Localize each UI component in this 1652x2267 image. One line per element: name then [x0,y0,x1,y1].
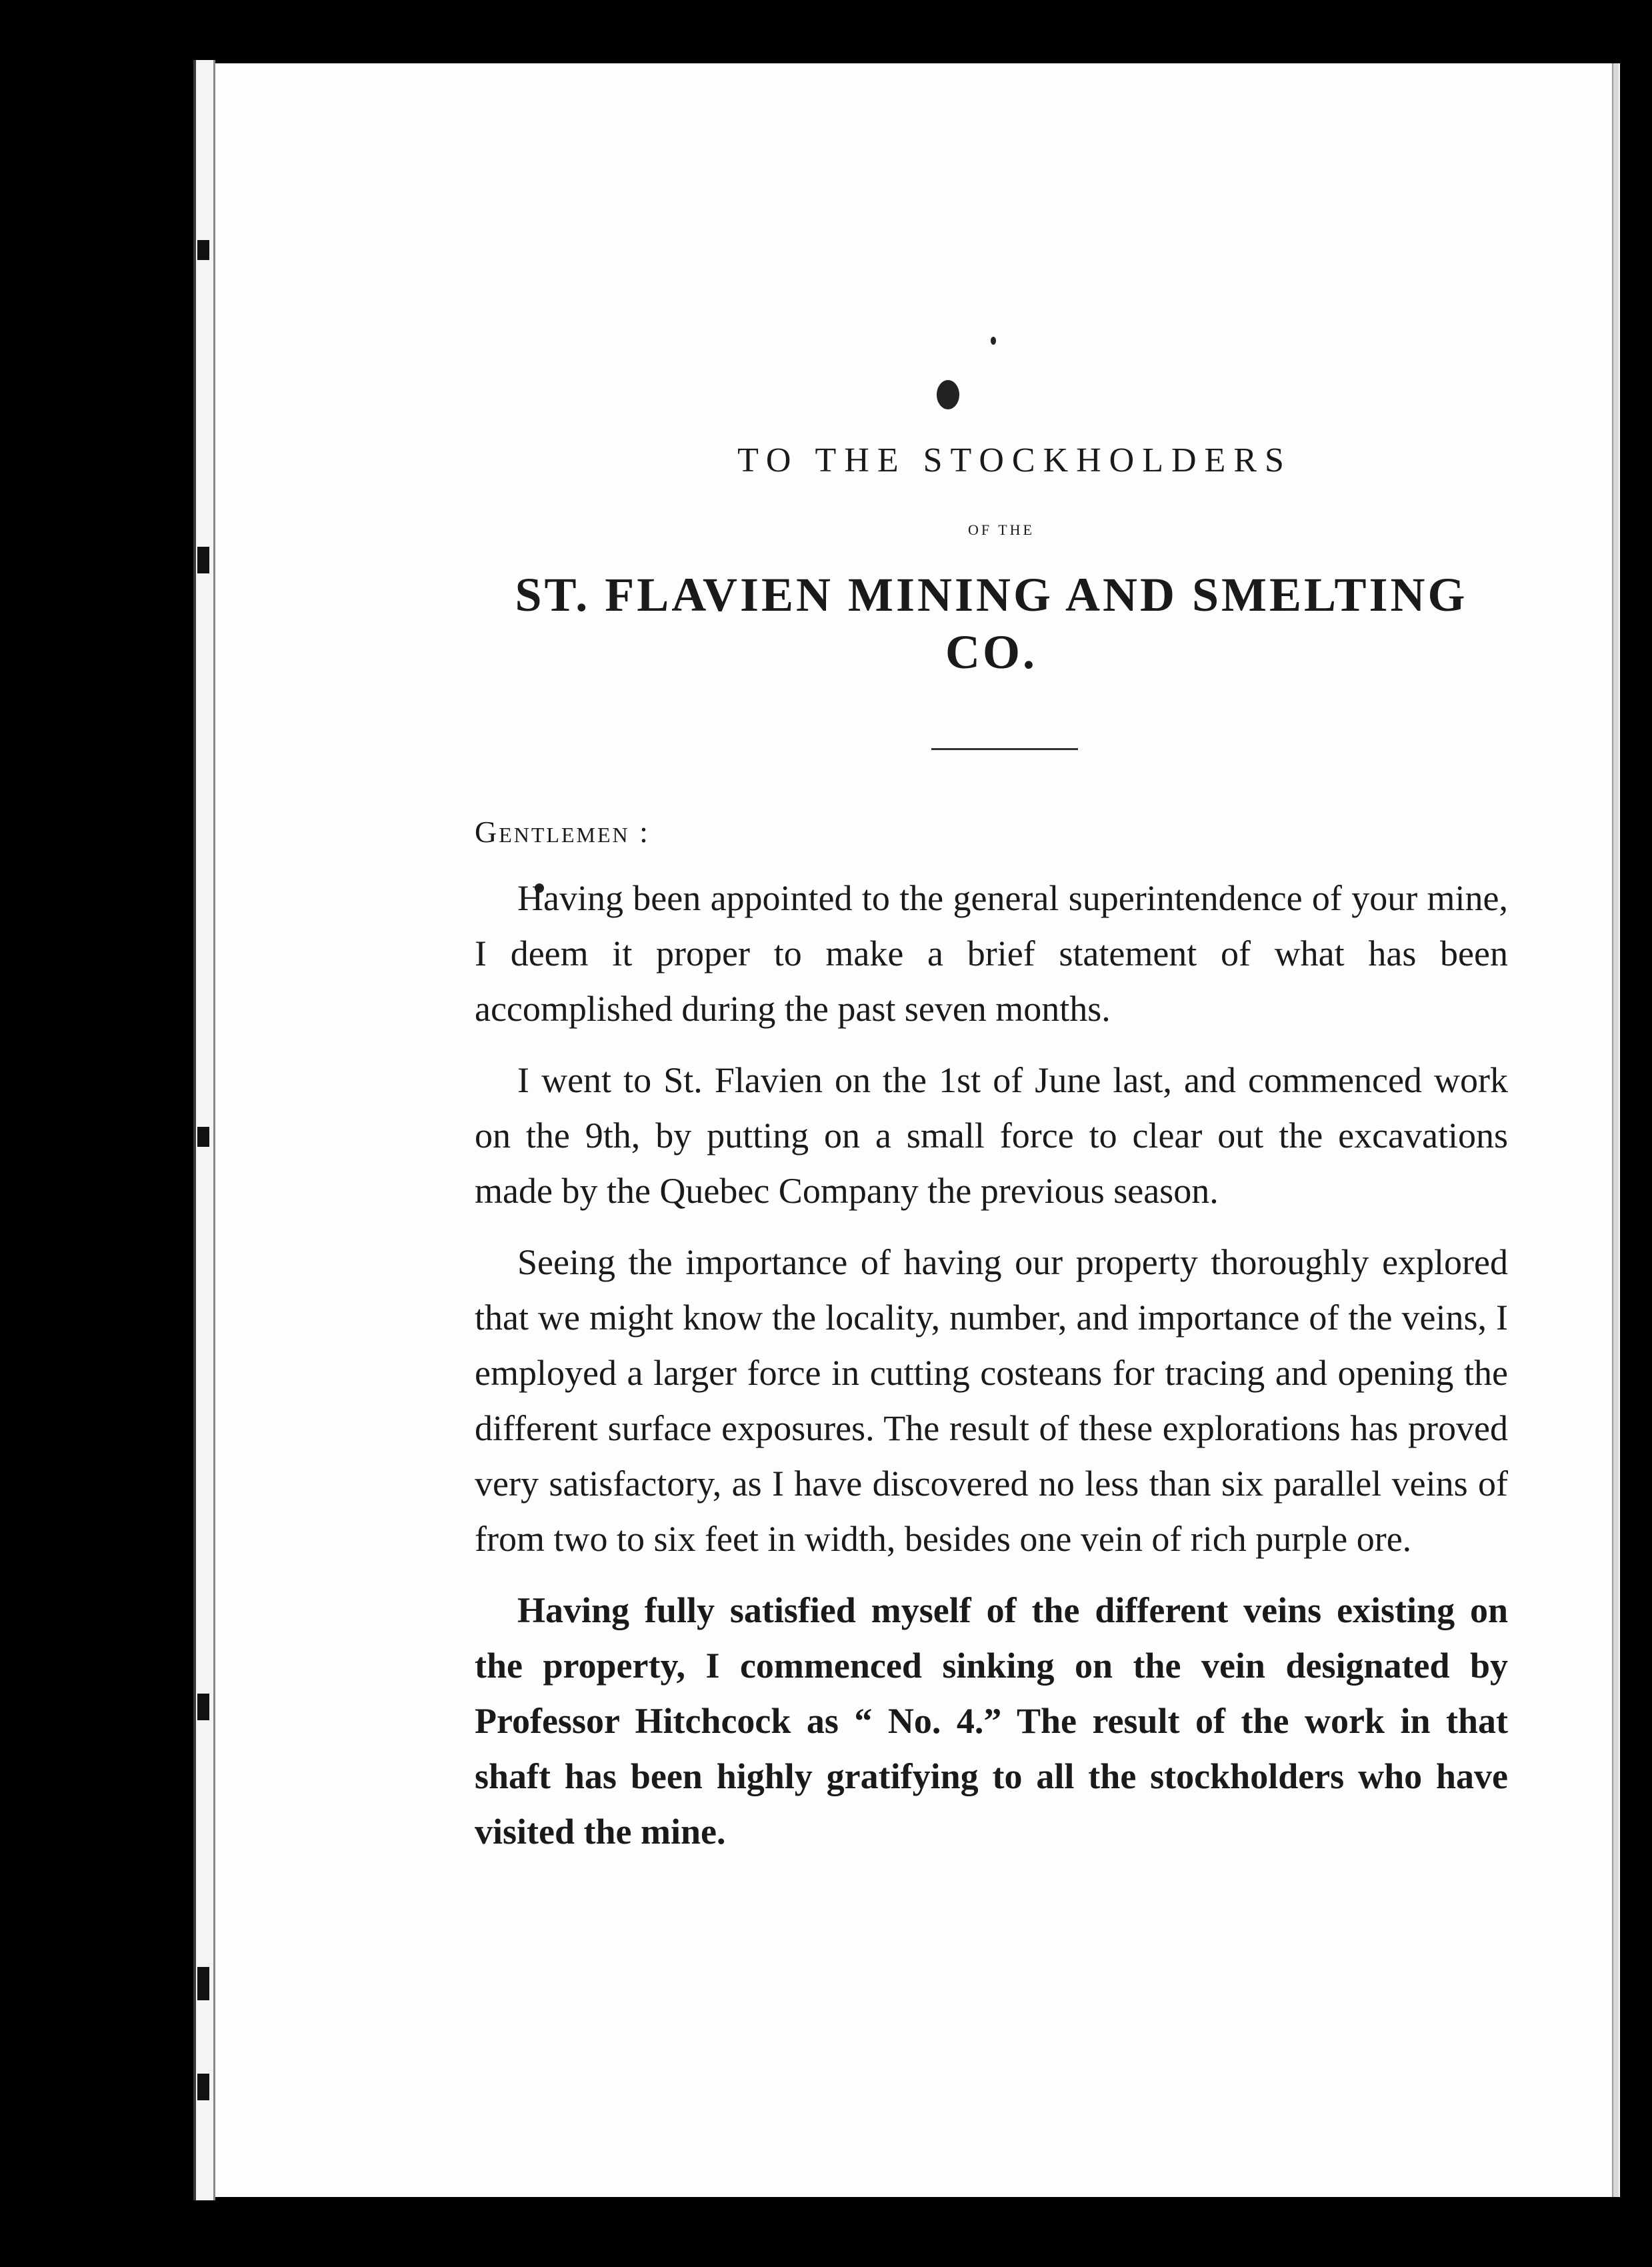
divider-rule [931,748,1078,750]
binding-stitch [197,1127,209,1147]
binding-stitch [197,2074,209,2100]
page-right-edge [1612,63,1619,2197]
binding-stitch [197,547,209,573]
ink-blot [991,337,996,345]
binding-stitch [197,240,209,260]
salutation: Gentlemen : [475,814,650,849]
paragraph-3: Seeing the importance of having our property thoroughly explored that we might know the locality, number, and importance of the veins, I employed a larger force in cutting costeans for tracing and opening the different surface exposures. The result of these explorations has proved very satisfactory, as I have discovered no less than six parallel veins of from two to six feet in width, besides one vein of rich purple ore. [475,1242,1508,1559]
document-body [475,373,1508,1860]
paragraph-1: Having been appointed to the general superintendence of your mine, I deem it proper to make a brief statement of what has been accomplished during the past seven months. [475,877,1508,1029]
binding-stitch [197,1967,209,2000]
company-title: ST. FLAVIEN MINING AND SMELTING CO. [515,567,1468,679]
heading-line-2: OF THE [968,521,1035,539]
paragraph-2: I went to St. Flavien on the 1st of June last, and commenced work on the 9th, by putting on a small force to clear out the excavations made by the Quebec Company the previous season. [475,1059,1508,1211]
binding-stitch [197,1694,209,1720]
heading-line-1: TO THE STOCKHOLDERS [737,441,1292,479]
paragraph-4: Having fully satisfied myself of the different veins existing on the property, I commenced sinking on the vein designated by Professor Hitchcock as “ No. 4.” The result of the work in that shaft has been highly gratifying to all the stockholders who have visited the mine. [475,1590,1508,1852]
